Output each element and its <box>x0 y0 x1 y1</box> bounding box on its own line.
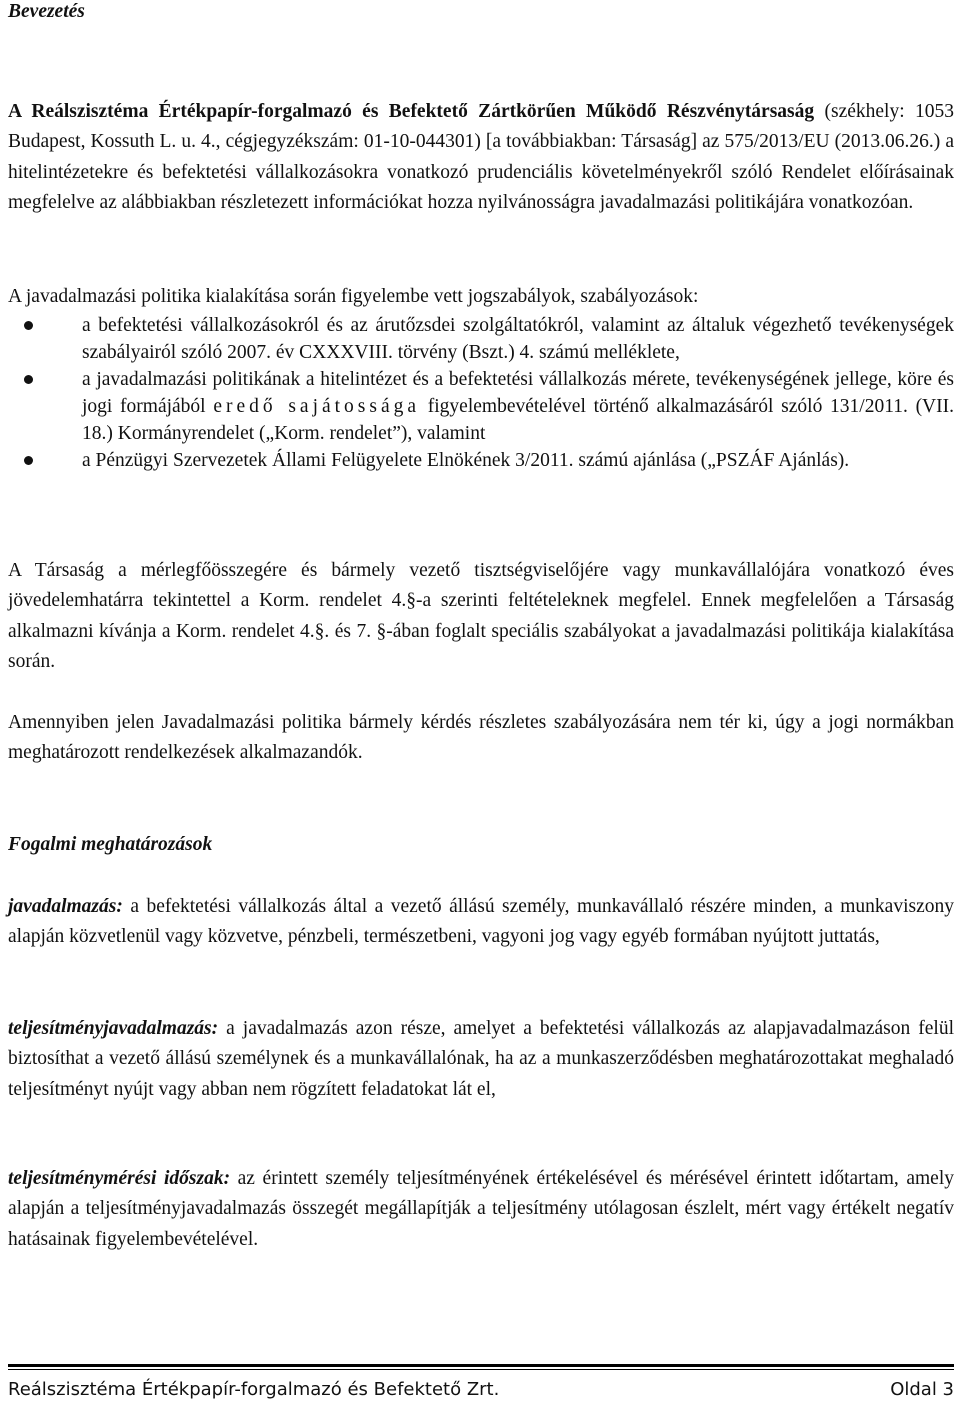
list-item <box>8 312 954 366</box>
regulations-list <box>8 312 954 474</box>
list-item-text: a Pénzügyi Szervezetek Állami Felügyelete Elnökének 3/2011. számú ajánlása („PSZÁF Ajánlás). <box>82 450 850 471</box>
section-title-definitions: Fogalmi meghatározások <box>8 834 213 855</box>
definition-javadalmazas <box>8 892 954 953</box>
footer-divider <box>8 1364 954 1367</box>
definition-term: teljesítményjavadalmazás: <box>8 1018 219 1039</box>
bullet-icon <box>24 321 33 330</box>
list-item-spaced-text: eredő sajátossága <box>213 396 421 417</box>
definition-text: az érintett személy teljesítményének értékelésével és mérésével érintett időtartam, amely alapján a teljesítményjavadalmazás összegét megállapítják a teljesítmény utólagosan észlelt, mért vagy értékelt negatív hatásainak figyelembevételével. <box>8 1168 954 1250</box>
list-item-text: figyelembevételével történő alkalmazásáról szóló 131/2011. (VII. 18.) Kormányrendelet („Korm. rendelet”), valamint <box>82 396 955 444</box>
regulations-lead: A javadalmazási politika kialakítása során figyelembe vett jogszabályok, szabályozások: <box>8 286 699 307</box>
list-item <box>8 366 954 447</box>
definition-term: teljesítménymérési időszak: <box>8 1168 231 1189</box>
list-item-text: a javadalmazási politikának a hitelintézet és a befektetési vállalkozás mérete, tevékenységének jellege, köre és jogi formájából <box>82 369 954 417</box>
definition-term: javadalmazás: <box>8 896 123 917</box>
footer-company: Reálszisztéma Értékpapír-forgalmazó és Befektető Zrt. <box>8 1379 500 1400</box>
definition-teljesitmenyjavadalmazas <box>8 1014 954 1105</box>
section-title-intro: Bevezetés <box>8 1 85 22</box>
definition-text: a javadalmazás azon része, amelyet a befektetési vállalkozás az alapjavadalmazáson felül biztosíthat a vezető állású személynek és a munkavállalónak, ha az a munkaszerződésben meghatározottakat meghaladó teljesítményt nyújt vagy abban nem rögzített feladatokat lát el, <box>8 1018 954 1100</box>
intro-paragraph-text: (székhely: 1053 Budapest, Kossuth L. u. 4., cégjegyzékszám: 01-10-044301) [a továbbiakban: Társaság] az 575/2013/EU (2013.06.26.) a hitelintézetekre és befektetési vállalkozásokra vonatkozó prudenciális követelményekről szóló Rendelet előírásainak megfelelve az alábbiakban részletezett információkat hozza nyilvánosságra javadalmazási politikájára vonatkozóan. <box>8 101 955 214</box>
list-item-text: a befektetési vállalkozásokról és az árutőzsdei szolgáltatókról, valamint az általuk végezhető tevékenységek szabályairól szóló 2007. év CXXXVIII. törvény (Bszt.) 4. számú melléklete, <box>82 315 954 363</box>
compliance-paragraph: A Társaság a mérlegfőösszegére és bármely vezető tisztségviselőjére vagy munkavállalójára vonatkozó éves jövedelemhatárra tekintettel a Korm. rendelet 4.§-a szerinti feltételeknek megfelel. Ennek megfelelően a Társaság alkalmazni kívánja a Korm. rendelet 4.§. és 7. §-ában foglalt speciális szabályokat a javadalmazási politikája kialakítása során. <box>8 560 954 673</box>
bullet-icon <box>24 375 33 384</box>
intro-paragraph <box>8 97 954 219</box>
definition-teljesitmenymeresi-idoszak <box>8 1164 954 1255</box>
footer-page-number: Oldal 3 <box>890 1379 954 1400</box>
fallback-paragraph: Amennyiben jelen Javadalmazási politika bármely kérdés részletes szabályozására nem tér ki, úgy a jogi normákban meghatározott rendelkezések alkalmazandók. <box>8 712 954 764</box>
company-name: A Reálszisztéma Értékpapír-forgalmazó és Befektető Zártkörűen Működő Részvénytársaság <box>8 101 815 122</box>
list-item <box>8 447 954 474</box>
footer-divider-thin <box>8 1369 954 1370</box>
page-footer <box>8 1378 954 1402</box>
bullet-icon <box>24 456 33 465</box>
definition-text: a befektetési vállalkozás által a vezető állású személy, munkavállaló részére minden, a munkaviszony alapján közvetlenül vagy közvetve, pénzbeli, természetbeni, vagyoni jog vagy egyéb formában nyújtott juttatás, <box>8 896 954 948</box>
